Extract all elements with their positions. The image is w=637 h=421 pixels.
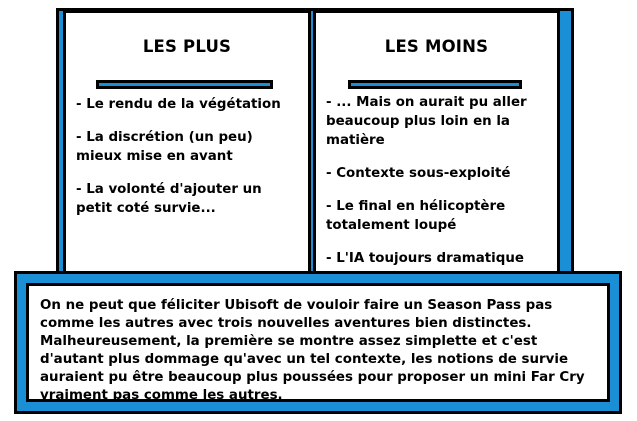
- conclusion-text: On ne peut que féliciter Ubisoft de vouloir faire un Season Pass pas comme les autres avec trois nouvelles aventures bien distinctes. Malheureusement, la première se montre assez simplette et c'est d'autant plus dommage qu'avec un tel contexte, les notions de survie auraient pu être beaucoup plus poussées pour proposer un mini Far Cry vraiment pas comme les autres.: [40, 298, 585, 403]
- pros-item: - Le rendu de la végétation: [76, 97, 281, 112]
- pros-title-underline: [96, 80, 273, 89]
- cons-item: - Contexte sous-exploité: [326, 166, 511, 181]
- pros-list: [76, 95, 302, 232]
- cons-item: - Le final en hélicoptère totalement loupé: [326, 199, 506, 233]
- cons-item: - ... Mais on aurait pu aller beaucoup plus loin en la matière: [326, 95, 527, 148]
- pros-title: LES PLUS: [142, 37, 232, 56]
- pros-item: - La discrétion (un peu) mieux mise en avant: [76, 130, 253, 164]
- cons-item: - L'IA toujours dramatique: [326, 251, 524, 266]
- pros-panel: [63, 10, 311, 274]
- cons-title: LES MOINS: [384, 37, 489, 56]
- conclusion-frame: [14, 271, 622, 414]
- cons-list: [326, 93, 551, 282]
- cons-title-underline: [348, 80, 522, 89]
- conclusion-box: [26, 283, 610, 402]
- pros-item: - La volonté d'ajouter un petit coté survie...: [76, 182, 262, 216]
- cons-panel: [313, 10, 560, 274]
